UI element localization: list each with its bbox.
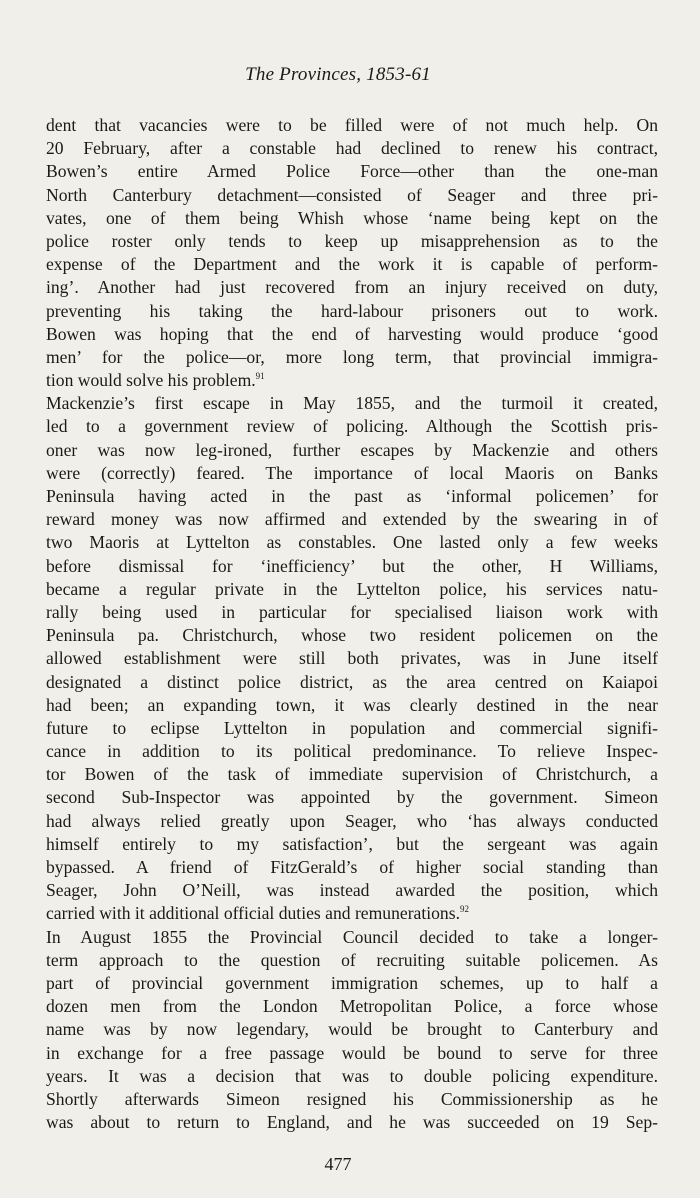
line-text: led to a government review of policing. Although the Scottish pris- xyxy=(46,416,658,437)
line-text: rally being used in particular for specialised liaison work with xyxy=(46,601,658,622)
line-text: expense of the Department and the work it is capable of perform- xyxy=(46,254,658,275)
line-text: years. It was a decision that was to double policing expenditure. xyxy=(46,1065,658,1086)
text-line xyxy=(46,555,658,578)
line-text: tion would solve his problem. xyxy=(46,370,256,391)
text-line xyxy=(46,1088,658,1111)
line-text: was about to return to England, and he was succeeded on 19 Sep- xyxy=(46,1112,658,1133)
line-text: allowed establishment were still both privates, was in June itself xyxy=(46,648,658,669)
text-line xyxy=(46,740,658,763)
line-text: dozen men from the London Metropolitan Police, a force whose xyxy=(46,996,658,1017)
line-text: vates, one of them being Whish whose ‘name being kept on the xyxy=(46,207,658,228)
line-text: became a regular private in the Lyttelton police, his services natu- xyxy=(46,578,658,599)
line-text: Peninsula pa. Christchurch, whose two resident policemen on the xyxy=(46,625,658,646)
text-line xyxy=(46,926,658,949)
text-line xyxy=(46,300,658,323)
text-line xyxy=(46,647,658,670)
text-line xyxy=(46,207,658,230)
text-line xyxy=(46,462,658,485)
line-text: preventing his taking the hard-labour prisoners out to work. xyxy=(46,300,658,321)
line-text: had always relied greatly upon Seager, who ‘has always conducted xyxy=(46,810,658,831)
text-line xyxy=(46,833,658,856)
text-line xyxy=(46,276,658,299)
text-line xyxy=(46,1111,658,1134)
line-text: had been; an expanding town, it was clearly destined in the near xyxy=(46,694,658,715)
footnote-marker: 92 xyxy=(459,904,469,915)
line-text: in exchange for a free passage would be bound to serve for three xyxy=(46,1042,658,1063)
line-text: oner was now leg-ironed, further escapes by Mackenzie and others xyxy=(46,439,658,460)
text-line xyxy=(46,439,658,462)
line-text: Mackenzie’s first escape in May 1855, and the turmoil it created, xyxy=(46,393,658,414)
text-line xyxy=(46,485,658,508)
line-text: two Maoris at Lyttelton as constables. One lasted only a few weeks xyxy=(46,532,658,553)
text-line xyxy=(46,902,658,925)
page-number: 477 xyxy=(324,1154,352,1174)
text-line xyxy=(46,972,658,995)
text-line xyxy=(46,717,658,740)
text-line xyxy=(46,949,658,972)
line-text: Peninsula having acted in the past as ‘informal policemen’ for xyxy=(46,486,658,506)
line-text: reward money was now affirmed and extended by the swearing in of xyxy=(46,509,658,530)
line-text: In August 1855 the Provincial Council decided to take a longer- xyxy=(46,926,658,947)
line-text: police roster only tends to keep up misapprehension as to the xyxy=(46,230,658,251)
text-line xyxy=(46,369,658,392)
line-text: future to eclipse Lyttelton in population and commercial signifi- xyxy=(46,717,658,738)
text-line xyxy=(46,137,658,160)
text-line xyxy=(46,531,658,554)
text-line xyxy=(46,1065,658,1088)
line-text: dent that vacancies were to be filled were of not much help. On xyxy=(46,115,658,135)
line-text: name was by now legendary, would be brought to Canterbury and xyxy=(46,1019,658,1040)
line-text: carried with it additional official duties and remunerations. xyxy=(46,903,460,924)
text-line xyxy=(46,160,658,183)
text-line xyxy=(46,856,658,879)
line-text: tor Bowen of the task of immediate supervision of Christchurch, a xyxy=(46,764,658,785)
text-line xyxy=(46,601,658,624)
line-text: men’ for the police—or, more long term, that provincial immigra- xyxy=(46,346,658,367)
text-line xyxy=(46,508,658,531)
line-text: Bowen’s entire Armed Police Force—other than the one-man xyxy=(46,161,658,182)
running-head: The Provinces, 1853-61 xyxy=(245,64,431,85)
line-text: part of provincial government immigration schemes, up to half a xyxy=(46,972,658,993)
text-line xyxy=(46,671,658,694)
text-line xyxy=(46,879,658,902)
footnote-marker: 91 xyxy=(255,371,265,382)
text-line xyxy=(46,346,658,369)
line-text: bypassed. A friend of FitzGerald’s of higher social standing than xyxy=(46,857,658,877)
text-line xyxy=(46,786,658,809)
text-line xyxy=(46,114,658,137)
text-line xyxy=(46,995,658,1018)
line-text: himself entirely to my satisfaction’, but the sergeant was again xyxy=(46,833,658,854)
text-line xyxy=(46,392,658,415)
text-line xyxy=(46,230,658,253)
text-line xyxy=(46,578,658,601)
line-text: designated a distinct police district, as the area centred on Kaiapoi xyxy=(46,671,658,692)
text-line xyxy=(46,1042,658,1065)
text-line xyxy=(46,694,658,717)
line-text: ing’. Another had just recovered from an injury received on duty, xyxy=(46,277,658,298)
line-text: Seager, John O’Neill, was instead awarded the position, which xyxy=(46,880,658,901)
text-line xyxy=(46,624,658,647)
text-line xyxy=(46,763,658,786)
text-line xyxy=(46,810,658,833)
line-text: were (correctly) feared. The importance of local Maoris on Banks xyxy=(46,462,658,483)
line-text: North Canterbury detachment—consisted of Seager and three pri- xyxy=(46,184,658,205)
text-line xyxy=(46,253,658,276)
text-line xyxy=(46,415,658,438)
line-text: cance in addition to its political predominance. To relieve Inspec- xyxy=(46,741,658,762)
line-text: term approach to the question of recruiting suitable policemen. As xyxy=(46,949,658,970)
line-text: Bowen was hoping that the end of harvesting would produce ‘good xyxy=(46,323,658,344)
text-line xyxy=(46,323,658,346)
text-line xyxy=(46,184,658,207)
line-text: before dismissal for ‘inefficiency’ but the other, H Williams, xyxy=(46,555,658,576)
body-text xyxy=(46,114,658,1134)
line-text: second Sub-Inspector was appointed by the government. Simeon xyxy=(46,787,658,808)
line-text: Shortly afterwards Simeon resigned his Commissionership as he xyxy=(46,1088,658,1109)
line-text: 20 February, after a constable had declined to renew his contract, xyxy=(46,138,658,159)
text-line xyxy=(46,1018,658,1041)
